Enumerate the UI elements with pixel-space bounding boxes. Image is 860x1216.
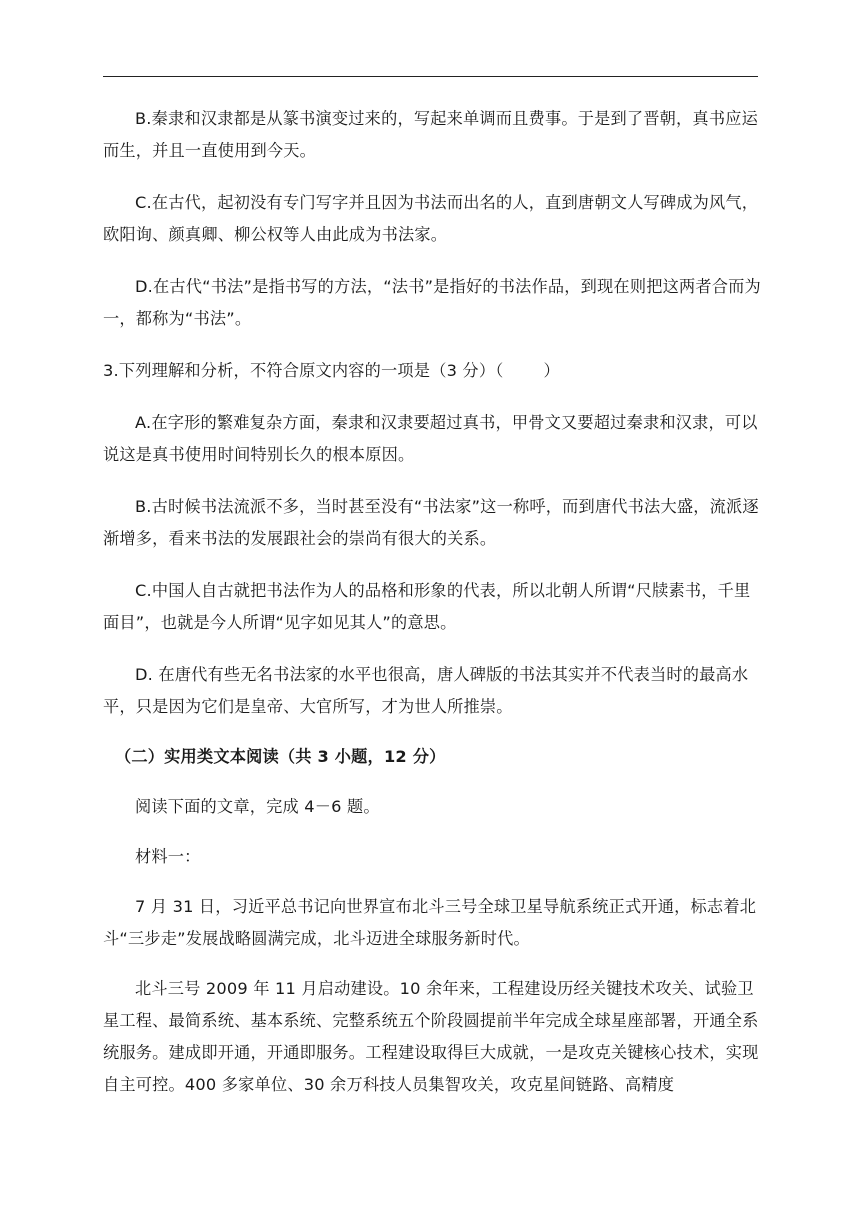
q2-option-b: B.秦隶和汉隶都是从篆书演变过来的，写起来单调而且费事。于是到了晋朝，真书应运而生，并且一直使用到今天。 [103,109,758,160]
q3-option-b: B.古时候书法流派不多，当时甚至没有“书法家”这一称呼，而到唐代书法大盛，流派逐渐增多，看来书法的发展跟社会的崇尚有很大的关系。 [103,497,759,548]
section-heading: （二）实用类文本阅读（共 3 小题，12 分） [115,747,446,766]
document-body [103,103,763,1101]
q2-option-d: D.在古代“书法”是指书写的方法，“法书”是指好的书法作品，到现在则把这两者合而为一，都称为“书法”。 [103,277,761,328]
header-rule [103,76,758,77]
q3-stem-text: 3.下列理解和分析，不符合原文内容的一项是（3 分）（ [103,361,504,380]
q3-stem [103,355,763,387]
material-paragraph-2: 北斗三号 2009 年 11 月启动建设。10 余年来，工程建设历经关键技术攻关、试验卫星工程、最简系统、基本系统、完整系统五个阶段圆提前半年完成全球星座部署，开通全系统服务。建成即开通，开通即服务。工程建设取得巨大成就，一是攻克关键核心技术，实现自主可控。400 多家单位、30 余万科技人员集智攻关，攻克星间链路、高精度 [103,979,759,1094]
q3-option-d: D. 在唐代有些无名书法家的水平也很高，唐人碑版的书法其实并不代表当时的最高水平，只是因为它们是皇帝、大官所写，才为世人所推崇。 [103,665,749,716]
reading-instruction: 阅读下面的文章，完成 4－6 题。 [135,797,380,816]
material-label: 材料一： [135,847,201,866]
material-paragraph-1: 7 月 31 日，习近平总书记向世界宣布北斗三号全球卫星导航系统正式开通，标志着北斗“三步走”发展战略圆满完成，北斗迈进全球服务新时代。 [103,897,757,948]
q3-stem-close: ） [543,361,560,380]
q3-option-c: C.中国人自古就把书法作为人的品格和形象的代表，所以北朝人所谓“尺牍素书，千里面目”，也就是今人所谓“见字如见其人”的意思。 [103,581,751,632]
q3-option-a: A.在字形的繁难复杂方面，秦隶和汉隶要超过真书，甲骨文又要超过秦隶和汉隶，可以说这是真书使用时间特别长久的根本原因。 [103,413,758,464]
q2-option-c: C.在古代，起初没有专门写字并且因为书法而出名的人，直到唐朝文人写碑成为风气，欧阳询、颜真卿、柳公权等人由此成为书法家。 [103,193,759,244]
